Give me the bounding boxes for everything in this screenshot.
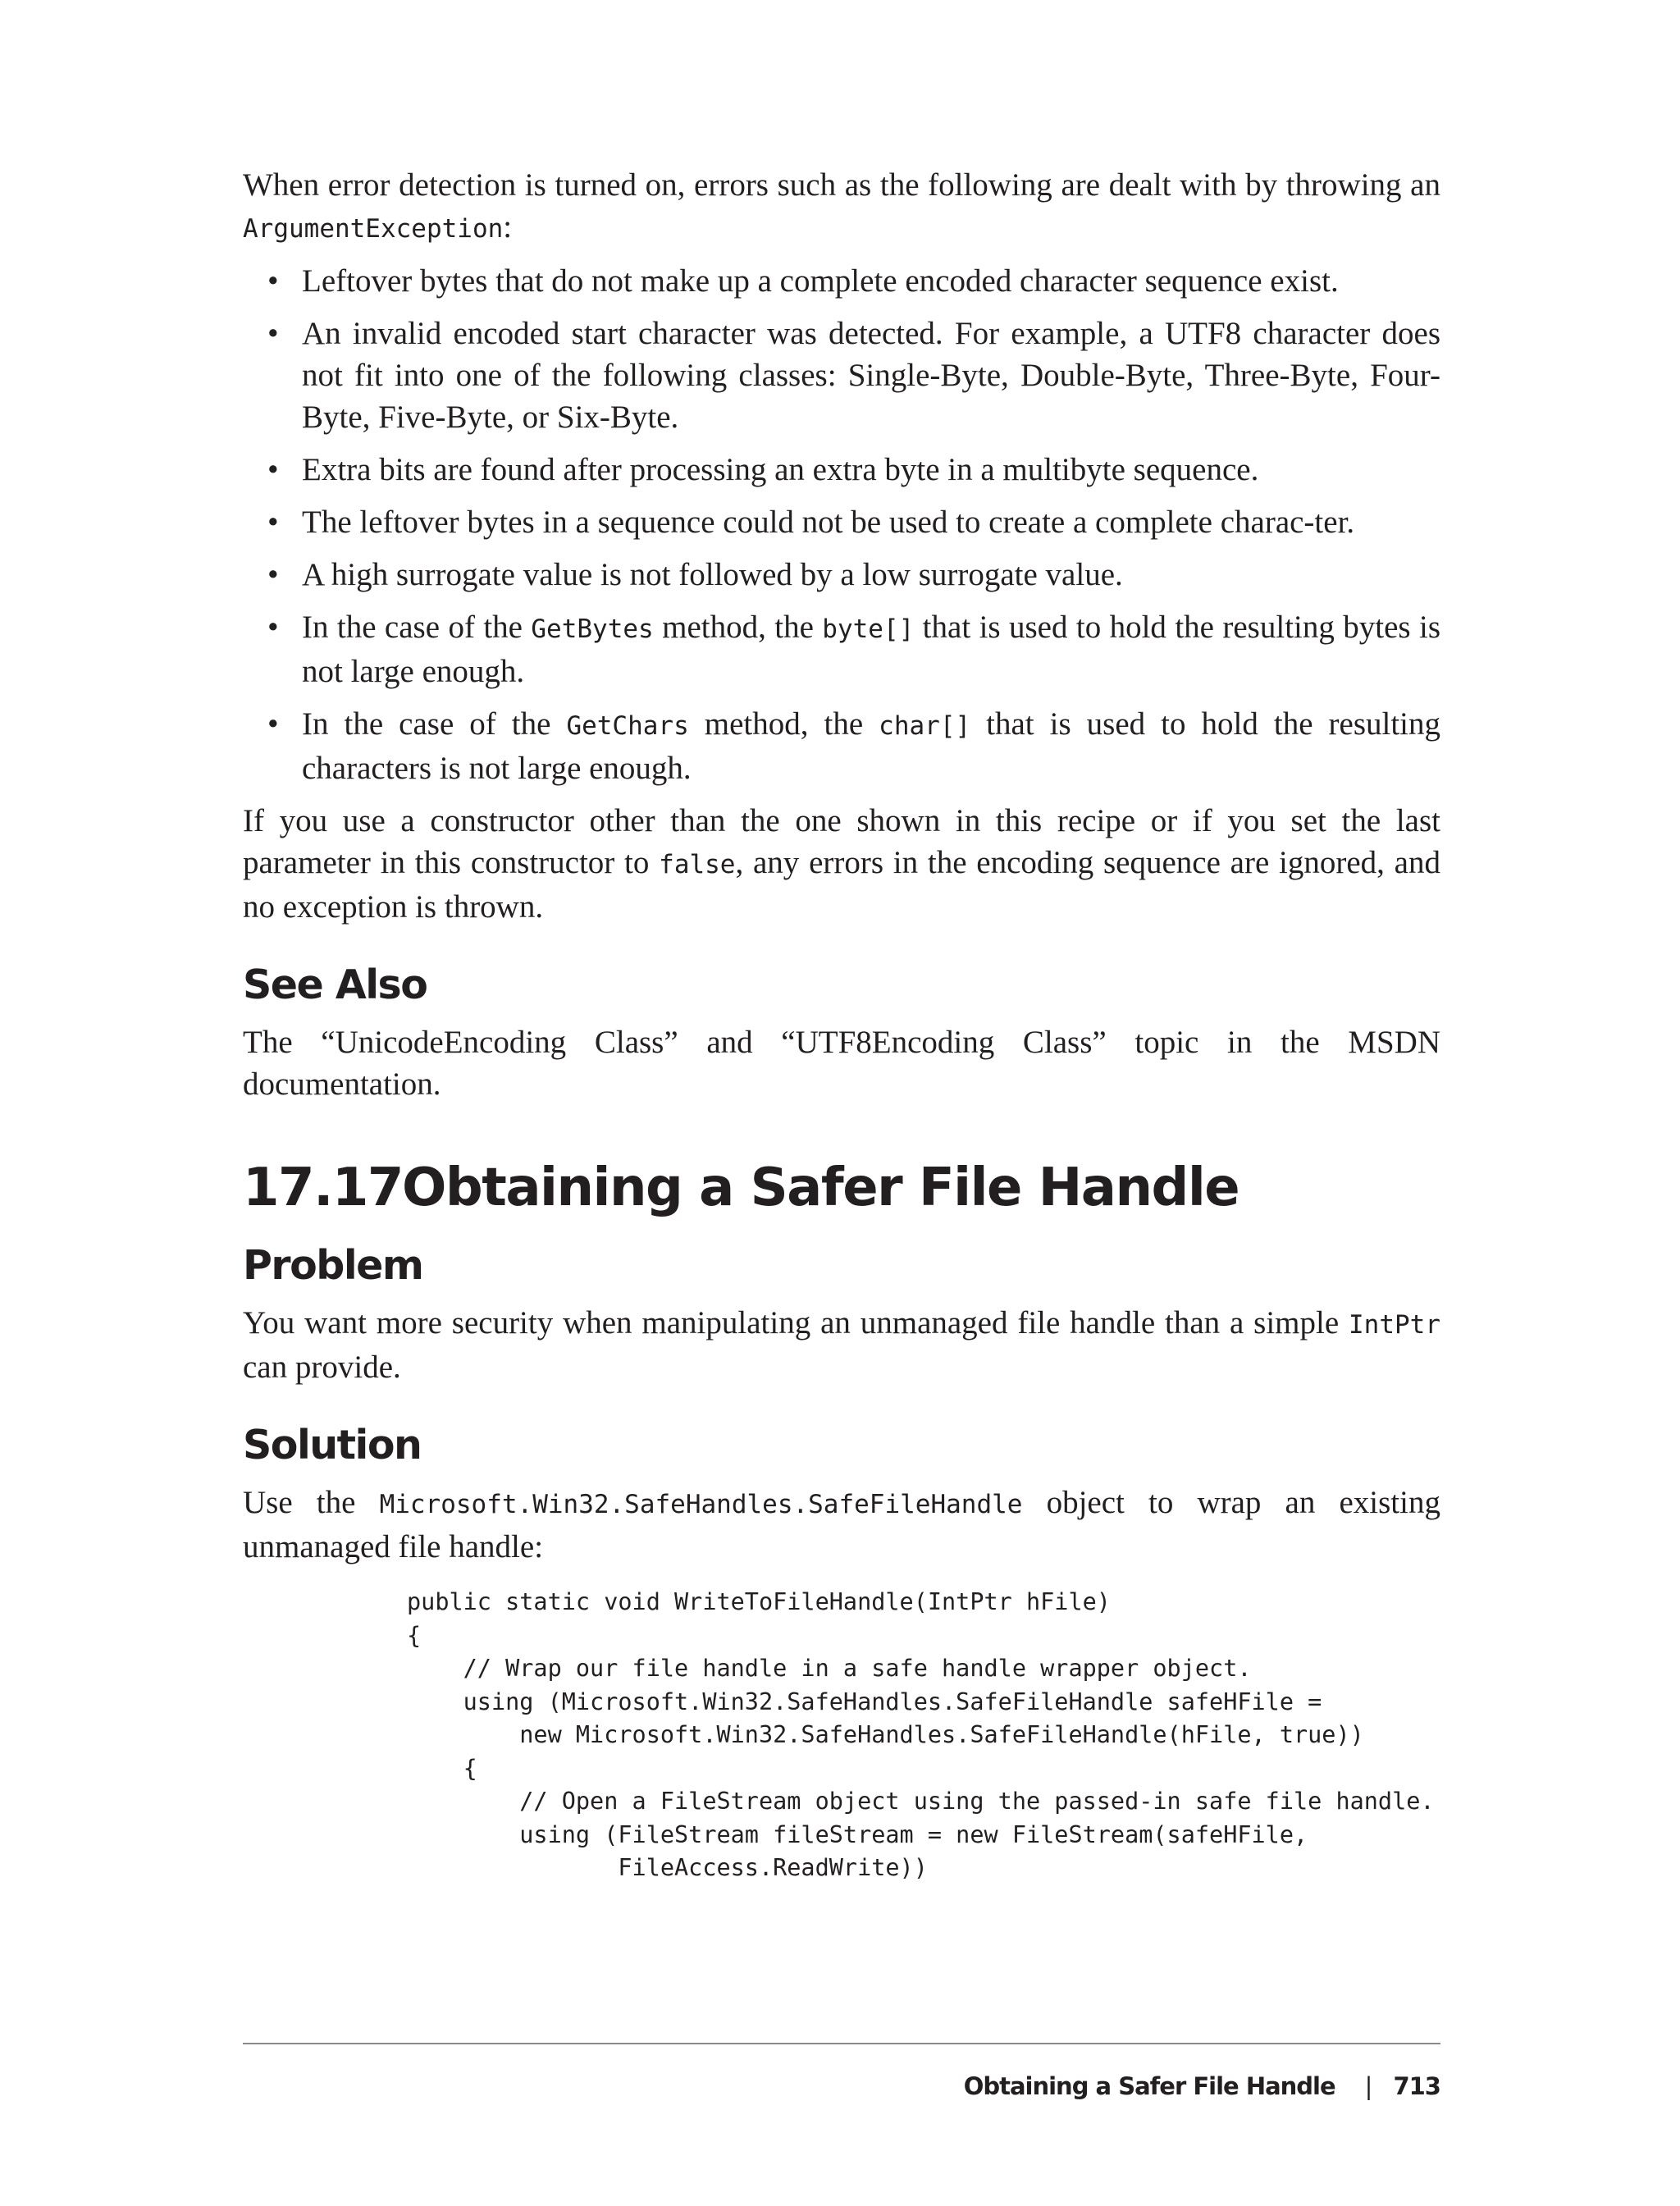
list-item: • The leftover bytes in a sequence could not be used to create a complete charac-ter. — [243, 501, 1440, 543]
code-line: // Wrap our file handle in a safe handle wrapper object. — [407, 1655, 1252, 1682]
see-also-paragraph: The “UnicodeEncoding Class” and “UTF8Encoding Class” topic in the MSDN documentation. — [243, 1025, 1440, 1102]
see-also-heading: See Also — [243, 961, 427, 1008]
list-item: • Leftover bytes that do not make up a complete encoded character sequence exist. — [243, 260, 1440, 302]
intro-code-argumentexception: ArgumentException — [243, 214, 504, 244]
list-item: • An invalid encoded start character was detected. For example, a UTF8 character does not fit into one of the following classes: Single-Byte, Double-Byte, Three-Byte, Four-Byte, Five-Byte, or Six-Byte. — [243, 313, 1440, 438]
page-number: 713 — [1393, 2072, 1440, 2100]
bullet-icon: • — [267, 706, 279, 742]
section-heading — [243, 1156, 1440, 1220]
code-line: using (Microsoft.Win32.SafeHandles.SafeFileHandle safeHFile = — [407, 1688, 1322, 1715]
code-block — [407, 1586, 1440, 1885]
intro-paragraph — [243, 164, 1440, 250]
solution-heading: Solution — [243, 1422, 422, 1468]
intro-text-2: : — [503, 209, 513, 244]
section-title: Obtaining a Safer File Handle — [402, 1158, 1239, 1218]
bullet-icon: • — [267, 610, 279, 645]
list-item: • A high surrogate value is not followed by a low surrogate value. — [243, 554, 1440, 596]
bullet-icon: • — [267, 505, 279, 540]
problem-paragraph: You want more security when manipulating an unmanaged file handle than a simple IntPtr can provide. — [243, 1305, 1440, 1385]
bullet-icon: • — [267, 263, 279, 299]
bullet-icon: • — [267, 557, 279, 592]
problem-heading: Problem — [243, 1242, 423, 1289]
code-line: { — [407, 1754, 477, 1782]
section-number: 17.17 — [243, 1158, 403, 1218]
page-body — [243, 164, 1440, 1885]
footer-text — [964, 2072, 1440, 2100]
list-item: • Extra bits are found after processing an extra byte in a multibyte sequence. — [243, 449, 1440, 491]
list-item: • In the case of the GetChars method, the char[] that is used to hold the resulting characters is not large enough. — [243, 703, 1440, 789]
bullet-icon: • — [267, 316, 279, 351]
list-item: • In the case of the GetBytes method, the byte[] that is used to hold the resulting bytes is not large enough. — [243, 606, 1440, 692]
footer-separator: | — [1364, 2072, 1372, 2100]
code-line: FileAccess.ReadWrite)) — [407, 1854, 928, 1881]
code-line: { — [407, 1621, 422, 1649]
after-list-paragraph: If you use a constructor other than the one shown in this recipe or if you set the last parameter in this constructor to false, any errors in the encoding sequence are ignored, and no exception is thrown. — [243, 803, 1440, 925]
code-line: // Open a FileStream object using the passed-in safe file handle. — [407, 1788, 1435, 1815]
solution-paragraph: Use the Microsoft.Win32.SafeHandles.SafeFileHandle object to wrap an existing unmanaged file handle: — [243, 1485, 1440, 1564]
code-line: using (FileStream fileStream = new FileStream(safeHFile, — [407, 1820, 1308, 1848]
running-title: Obtaining a Safer File Handle — [963, 2072, 1335, 2100]
error-list — [243, 260, 1440, 789]
bullet-icon: • — [267, 452, 279, 487]
page-footer — [243, 2043, 1440, 2100]
code-line: public static void WriteToFileHandle(IntPtr hFile) — [407, 1588, 1111, 1615]
code-line: new Microsoft.Win32.SafeHandles.SafeFileHandle(hFile, true)) — [407, 1721, 1364, 1748]
intro-text-1: When error detection is turned on, errors such as the following are dealt with by throwing an — [243, 167, 1440, 203]
